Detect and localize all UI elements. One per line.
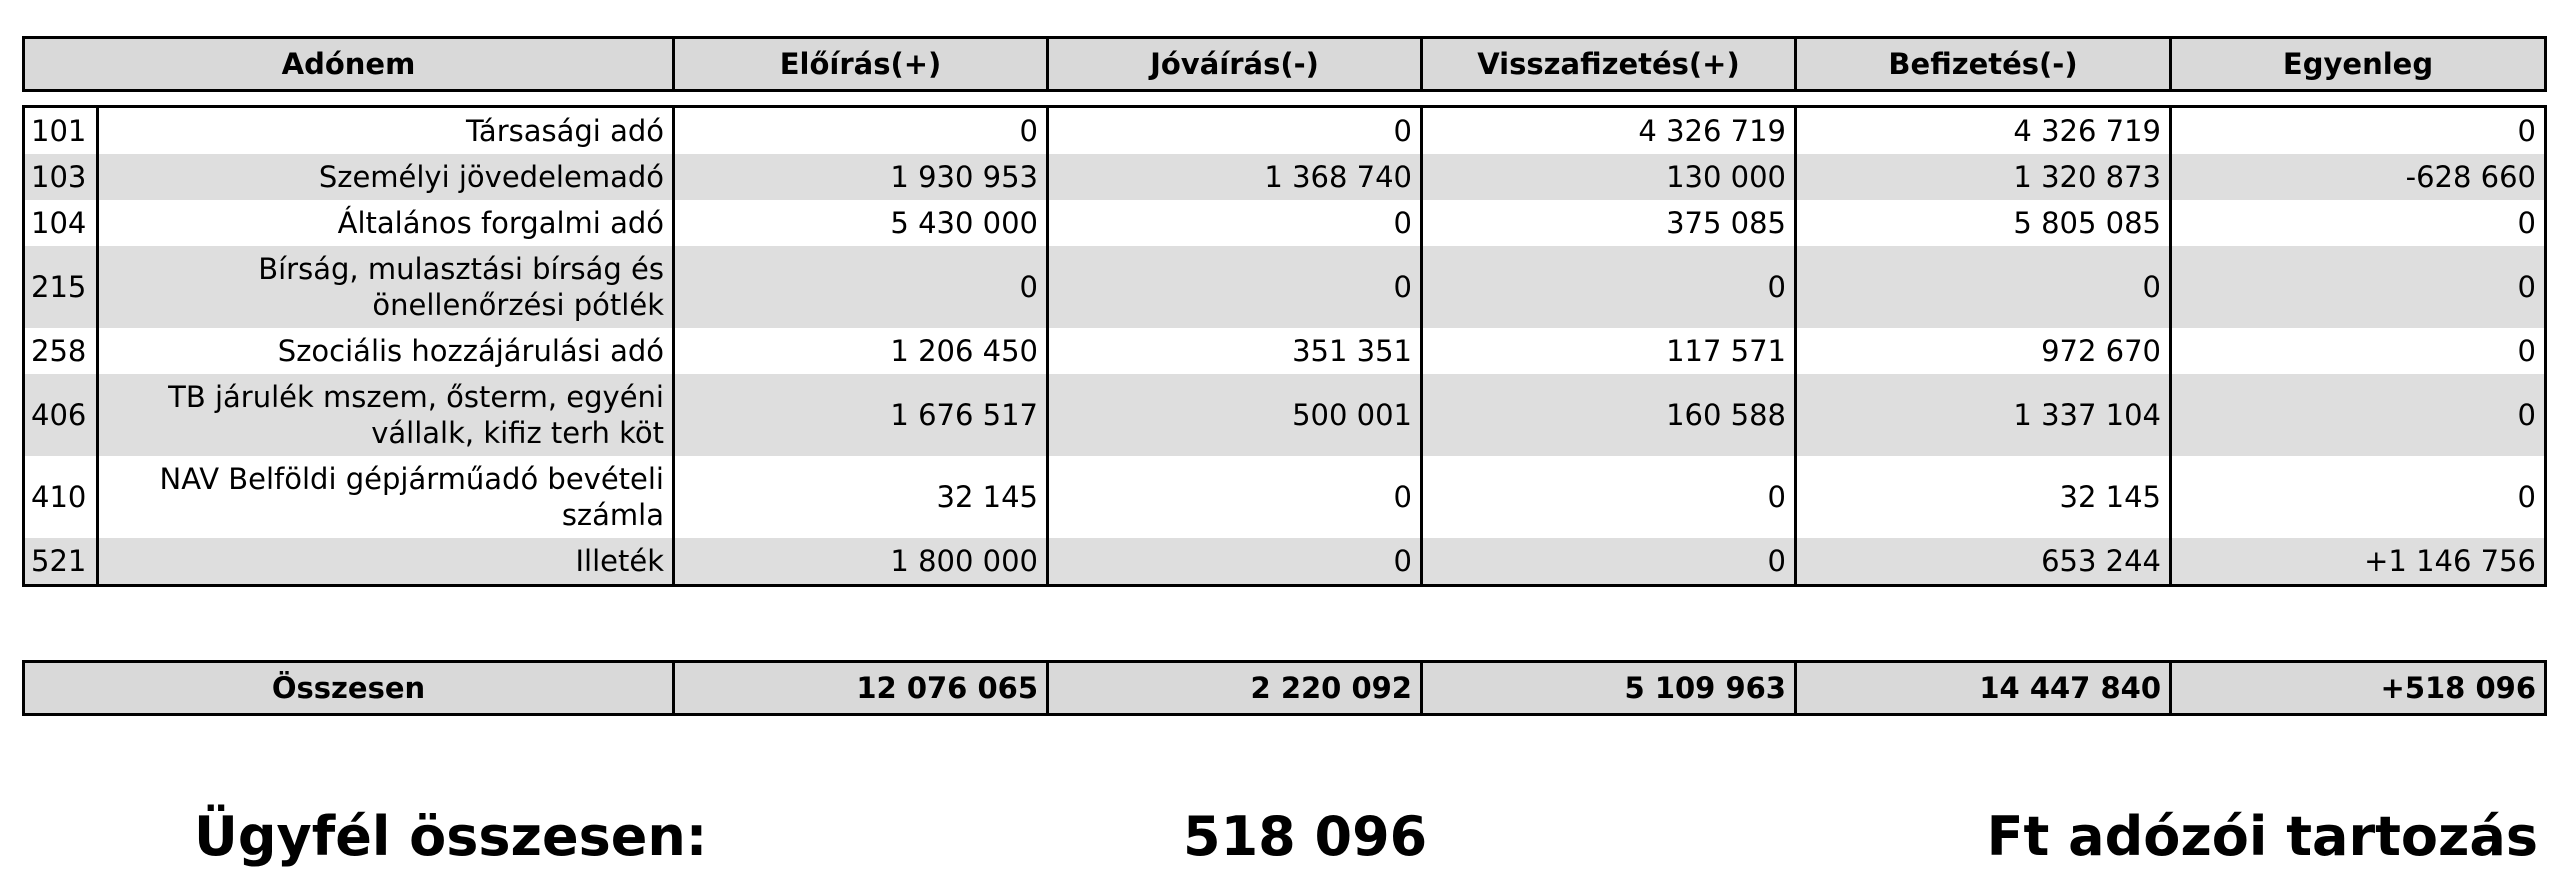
- tax-code: 410: [24, 456, 98, 538]
- cell-befizetes: 0: [1796, 246, 2171, 328]
- tax-table: [22, 105, 2547, 587]
- table-row: [24, 328, 2546, 374]
- cell-jovairas: 0: [1048, 538, 1422, 586]
- cell-befizetes: 4 326 719: [1796, 107, 2171, 155]
- total-eloiras: 12 076 065: [674, 662, 1048, 715]
- cell-egyenleg: 0: [2171, 456, 2546, 538]
- cell-visszafizetes: 0: [1422, 538, 1796, 586]
- cell-egyenleg: 0: [2171, 328, 2546, 374]
- cell-jovairas: 1 368 740: [1048, 154, 1422, 200]
- cell-visszafizetes: 4 326 719: [1422, 107, 1796, 155]
- cell-eloiras: 1 676 517: [674, 374, 1048, 456]
- tax-code: 103: [24, 154, 98, 200]
- cell-jovairas: 0: [1048, 107, 1422, 155]
- cell-egyenleg: 0: [2171, 246, 2546, 328]
- tax-name: TB járulék mszem, ősterm, egyéni vállalk, kifiz terh köt: [98, 374, 674, 456]
- client-summary: [0, 805, 2560, 873]
- cell-befizetes: 1 337 104: [1796, 374, 2171, 456]
- col-header-jovairas: Jóváírás(-): [1048, 38, 1422, 91]
- col-header-egyenleg: Egyenleg: [2171, 38, 2546, 91]
- table-row: [24, 200, 2546, 246]
- tax-code: 104: [24, 200, 98, 246]
- cell-befizetes: 1 320 873: [1796, 154, 2171, 200]
- cell-jovairas: 0: [1048, 200, 1422, 246]
- tax-code: 215: [24, 246, 98, 328]
- total-jovairas: 2 220 092: [1048, 662, 1422, 715]
- cell-eloiras: 5 430 000: [674, 200, 1048, 246]
- cell-egyenleg: 0: [2171, 107, 2546, 155]
- tax-name: Illeték: [98, 538, 674, 586]
- cell-visszafizetes: 130 000: [1422, 154, 1796, 200]
- col-header-eloiras: Előírás(+): [674, 38, 1048, 91]
- summary-note: Ft adózói tartozás: [1986, 805, 2538, 868]
- cell-egyenleg: +1 146 756: [2171, 538, 2546, 586]
- tax-code: 258: [24, 328, 98, 374]
- cell-visszafizetes: 160 588: [1422, 374, 1796, 456]
- cell-eloiras: 0: [674, 246, 1048, 328]
- table-row: [24, 538, 2546, 586]
- table-row: [24, 374, 2546, 456]
- cell-jovairas: 500 001: [1048, 374, 1422, 456]
- total-row: [24, 662, 2546, 715]
- tax-code: 406: [24, 374, 98, 456]
- col-header-befizetes: Befizetés(-): [1796, 38, 2171, 91]
- table-row: [24, 107, 2546, 155]
- cell-befizetes: 5 805 085: [1796, 200, 2171, 246]
- cell-befizetes: 32 145: [1796, 456, 2171, 538]
- tax-name: Bírság, mulasztási bírság és önellenőrzési pótlék: [98, 246, 674, 328]
- cell-egyenleg: -628 660: [2171, 154, 2546, 200]
- tax-code: 521: [24, 538, 98, 586]
- cell-jovairas: 0: [1048, 456, 1422, 538]
- table-row: [24, 154, 2546, 200]
- cell-eloiras: 1 930 953: [674, 154, 1048, 200]
- cell-visszafizetes: 0: [1422, 456, 1796, 538]
- cell-visszafizetes: 0: [1422, 246, 1796, 328]
- cell-eloiras: 1 206 450: [674, 328, 1048, 374]
- cell-jovairas: 351 351: [1048, 328, 1422, 374]
- total-label: Összesen: [24, 662, 674, 715]
- total-visszafizetes: 5 109 963: [1422, 662, 1796, 715]
- total-befizetes: 14 447 840: [1796, 662, 2171, 715]
- total-egyenleg: +518 096: [2171, 662, 2546, 715]
- summary-value: 518 096: [1183, 805, 1428, 868]
- col-header-visszafizetes: Visszafizetés(+): [1422, 38, 1796, 91]
- header-table: [22, 36, 2547, 92]
- tax-name: Szociális hozzájárulási adó: [98, 328, 674, 374]
- cell-eloiras: 1 800 000: [674, 538, 1048, 586]
- col-header-adonem: Adónem: [24, 38, 674, 91]
- cell-eloiras: 0: [674, 107, 1048, 155]
- cell-eloiras: 32 145: [674, 456, 1048, 538]
- cell-visszafizetes: 117 571: [1422, 328, 1796, 374]
- cell-visszafizetes: 375 085: [1422, 200, 1796, 246]
- table-row: [24, 456, 2546, 538]
- tax-name: Általános forgalmi adó: [98, 200, 674, 246]
- tax-name: Személyi jövedelemadó: [98, 154, 674, 200]
- cell-befizetes: 972 670: [1796, 328, 2171, 374]
- cell-jovairas: 0: [1048, 246, 1422, 328]
- cell-egyenleg: 0: [2171, 374, 2546, 456]
- summary-label: Ügyfél összesen:: [194, 805, 708, 868]
- total-table: [22, 660, 2547, 716]
- tax-code: 101: [24, 107, 98, 155]
- header-row: [24, 38, 2546, 91]
- table-row: [24, 246, 2546, 328]
- tax-name: NAV Belföldi gépjárműadó bevételi számla: [98, 456, 674, 538]
- tax-name: Társasági adó: [98, 107, 674, 155]
- cell-befizetes: 653 244: [1796, 538, 2171, 586]
- cell-egyenleg: 0: [2171, 200, 2546, 246]
